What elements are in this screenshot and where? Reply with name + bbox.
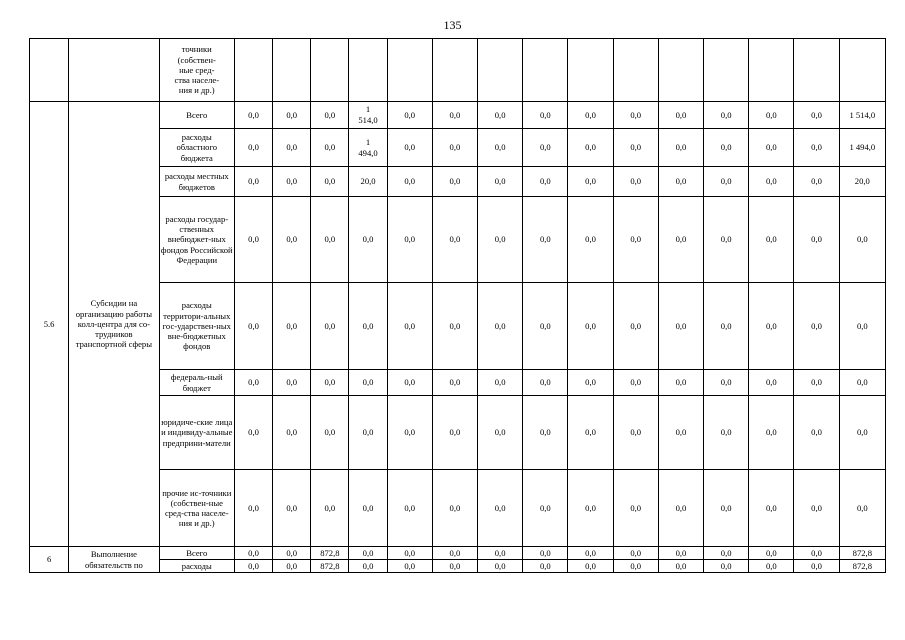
source-cell: расходы местных бюджетов (159, 167, 234, 197)
value-cell (523, 39, 568, 102)
value-cell: 0,0 (613, 197, 658, 283)
value-cell (568, 39, 613, 102)
value-cell: 0,0 (704, 396, 749, 470)
source-cell: Всего (159, 102, 234, 129)
value-cell: 0,0 (432, 102, 477, 129)
value-cell: 0,0 (349, 560, 387, 573)
value-cell: 0,0 (273, 470, 311, 547)
value-cell: 0,0 (658, 102, 703, 129)
value-cell: 0,0 (839, 396, 885, 470)
continuation-row (30, 39, 886, 102)
value-cell: 0,0 (387, 470, 432, 547)
value-cell: 872,8 (311, 547, 349, 560)
value-cell: 0,0 (273, 560, 311, 573)
value-cell: 0,0 (568, 547, 613, 560)
value-cell: 0,0 (273, 167, 311, 197)
value-cell: 0,0 (613, 129, 658, 167)
value-cell: 0,0 (523, 370, 568, 396)
value-cell: 0,0 (658, 370, 703, 396)
value-cell: 20,0 (349, 167, 387, 197)
value-cell: 0,0 (234, 370, 272, 396)
value-cell: 0,0 (839, 197, 885, 283)
value-cell: 0,0 (234, 560, 272, 573)
value-cell: 0,0 (311, 396, 349, 470)
value-cell: 0,0 (613, 102, 658, 129)
value-cell: 0,0 (658, 470, 703, 547)
value-cell: 0,0 (568, 102, 613, 129)
value-cell: 0,0 (478, 396, 523, 470)
value-cell: 0,0 (432, 396, 477, 470)
value-cell: 0,0 (658, 396, 703, 470)
source-cell: юридиче-ские лица и индивиду-альные предприни-матели (159, 396, 234, 470)
value-cell: 0,0 (478, 547, 523, 560)
value-cell: 0,0 (478, 129, 523, 167)
value-cell: 0,0 (349, 283, 387, 370)
value-cell: 0,0 (523, 396, 568, 470)
value-cell: 0,0 (387, 547, 432, 560)
value-cell (387, 39, 432, 102)
value-cell: 0,0 (432, 197, 477, 283)
wrapped-value: 1 514,0 (358, 104, 378, 125)
value-cell: 0,0 (523, 129, 568, 167)
value-cell: 1 514,0 (839, 102, 885, 129)
value-cell: 0,0 (749, 167, 794, 197)
value-cell: 0,0 (523, 102, 568, 129)
value-cell: 0,0 (613, 396, 658, 470)
value-cell: 0,0 (234, 167, 272, 197)
value-cell: 0,0 (749, 197, 794, 283)
value-cell: 0,0 (432, 167, 477, 197)
value-cell: 0,0 (234, 547, 272, 560)
value-cell: 0,0 (658, 129, 703, 167)
source-cell: расходы территори-альных гос-ударствен-ных вне-бюджетных фондов (159, 283, 234, 370)
value-cell: 0,0 (387, 396, 432, 470)
value-cell: 0,0 (432, 283, 477, 370)
value-cell: 872,8 (311, 560, 349, 573)
value-cell: 0,0 (478, 167, 523, 197)
value-cell: 0,0 (387, 560, 432, 573)
value-cell: 0,0 (704, 129, 749, 167)
value-cell: 0,0 (387, 129, 432, 167)
value-cell: 0,0 (523, 283, 568, 370)
value-cell: 0,0 (613, 167, 658, 197)
value-cell (749, 39, 794, 102)
value-cell: 0,0 (749, 560, 794, 573)
value-cell: 0,0 (273, 547, 311, 560)
value-cell (839, 39, 885, 102)
value-cell: 0,0 (234, 396, 272, 470)
source-cell: прочие ис-точники (собствен-ные сред-ства населе-ния и др.) (159, 470, 234, 547)
value-cell (658, 39, 703, 102)
value-cell: 1 494,0 (839, 129, 885, 167)
value-cell: 0,0 (704, 370, 749, 396)
value-cell (478, 39, 523, 102)
value-cell: 0,0 (478, 470, 523, 547)
value-cell: 0,0 (794, 167, 839, 197)
source-cell: Всего (159, 547, 234, 560)
value-cell (349, 39, 387, 102)
value-cell (234, 39, 272, 102)
value-cell: 0,0 (234, 129, 272, 167)
value-cell: 0,0 (311, 197, 349, 283)
value-cell: 0,0 (311, 167, 349, 197)
value-cell: 0,0 (704, 167, 749, 197)
value-cell: 0,0 (794, 102, 839, 129)
value-cell: 0,0 (568, 470, 613, 547)
value-cell: 0,0 (613, 560, 658, 573)
value-cell: 0,0 (839, 370, 885, 396)
value-cell: 0,0 (839, 283, 885, 370)
value-cell: 0,0 (478, 560, 523, 573)
value-cell: 0,0 (613, 370, 658, 396)
value-cell: 20,0 (839, 167, 885, 197)
value-cell: 0,0 (749, 283, 794, 370)
value-cell (794, 39, 839, 102)
value-cell: 0,0 (387, 370, 432, 396)
value-cell: 0,0 (568, 370, 613, 396)
value-cell: 0,0 (658, 547, 703, 560)
value-cell: 0,0 (749, 470, 794, 547)
value-cell: 872,8 (839, 560, 885, 573)
value-cell: 0,0 (704, 470, 749, 547)
value-cell: 0,0 (478, 370, 523, 396)
value-cell (349, 102, 387, 129)
value-cell: 0,0 (311, 102, 349, 129)
value-cell: 0,0 (273, 197, 311, 283)
value-cell: 0,0 (432, 470, 477, 547)
page-number: 135 (443, 18, 462, 32)
value-cell: 0,0 (749, 370, 794, 396)
value-cell: 0,0 (349, 370, 387, 396)
value-cell: 0,0 (432, 547, 477, 560)
value-cell: 0,0 (613, 470, 658, 547)
value-cell: 0,0 (478, 102, 523, 129)
value-cell: 0,0 (349, 197, 387, 283)
source-cell: расходы государ-ственных внебюджет-ных фондов Российской Федерации (159, 197, 234, 283)
value-cell: 0,0 (387, 197, 432, 283)
value-cell: 0,0 (311, 470, 349, 547)
value-cell: 0,0 (523, 167, 568, 197)
value-cell: 0,0 (658, 167, 703, 197)
value-cell: 0,0 (704, 197, 749, 283)
value-cell: 0,0 (387, 102, 432, 129)
value-cell: 0,0 (568, 283, 613, 370)
name-cell (69, 39, 159, 102)
source-cell: расходы областного бюджета (159, 129, 234, 167)
value-cell: 0,0 (794, 560, 839, 573)
value-cell (311, 39, 349, 102)
value-cell: 0,0 (794, 283, 839, 370)
value-cell: 0,0 (749, 547, 794, 560)
section-5-6-row (30, 102, 886, 129)
value-cell: 0,0 (658, 197, 703, 283)
value-cell: 0,0 (794, 197, 839, 283)
wrapped-value: 1 494,0 (358, 136, 378, 158)
value-cell: 0,0 (704, 283, 749, 370)
value-cell: 0,0 (432, 370, 477, 396)
value-cell: 0,0 (523, 197, 568, 283)
value-cell: 0,0 (432, 129, 477, 167)
value-cell: 0,0 (349, 470, 387, 547)
value-cell: 872,8 (839, 547, 885, 560)
value-cell: 0,0 (273, 396, 311, 470)
value-cell (613, 39, 658, 102)
value-cell: 0,0 (234, 470, 272, 547)
value-cell: 0,0 (749, 396, 794, 470)
value-cell: 0,0 (523, 547, 568, 560)
value-cell (273, 39, 311, 102)
source-cell: точники (собствен- ные сред- ства населе- ния и др.) (159, 39, 234, 102)
value-cell: 0,0 (613, 283, 658, 370)
value-cell (704, 39, 749, 102)
value-cell: 0,0 (478, 197, 523, 283)
source-cell: расходы (159, 560, 234, 573)
value-cell: 0,0 (234, 283, 272, 370)
value-cell: 0,0 (568, 396, 613, 470)
value-cell: 0,0 (613, 547, 658, 560)
value-cell: 0,0 (794, 396, 839, 470)
value-cell: 0,0 (311, 370, 349, 396)
value-cell: 0,0 (311, 283, 349, 370)
value-cell: 0,0 (794, 547, 839, 560)
budget-table (29, 38, 886, 573)
value-cell (432, 39, 477, 102)
item-code: 5.6 (30, 102, 69, 547)
value-cell: 0,0 (568, 167, 613, 197)
value-cell: 0,0 (273, 102, 311, 129)
value-cell: 0,0 (523, 470, 568, 547)
item-code: 6 (30, 547, 69, 573)
value-cell: 0,0 (432, 560, 477, 573)
value-cell: 0,0 (568, 197, 613, 283)
value-cell: 0,0 (311, 129, 349, 167)
code-cell (30, 39, 69, 102)
value-cell: 0,0 (704, 560, 749, 573)
value-cell: 0,0 (794, 470, 839, 547)
value-cell: 0,0 (658, 283, 703, 370)
value-cell: 0,0 (273, 370, 311, 396)
value-cell: 0,0 (704, 547, 749, 560)
value-cell: 0,0 (478, 283, 523, 370)
value-cell: 0,0 (523, 560, 568, 573)
item-name: Субсидии на организацию работы колл-центра для со-трудников транспортной сферы (69, 102, 159, 547)
value-cell (349, 129, 387, 167)
value-cell: 0,0 (749, 129, 794, 167)
value-cell: 0,0 (234, 197, 272, 283)
value-cell: 0,0 (349, 547, 387, 560)
item-name: Выполнение обязательств по (69, 547, 159, 573)
value-cell: 0,0 (749, 102, 794, 129)
value-cell: 0,0 (273, 283, 311, 370)
section-6-row (30, 547, 886, 560)
value-cell: 0,0 (704, 102, 749, 129)
source-cell: федераль-ный бюджет (159, 370, 234, 396)
value-cell: 0,0 (794, 129, 839, 167)
value-cell: 0,0 (387, 283, 432, 370)
value-cell: 0,0 (234, 102, 272, 129)
value-cell: 0,0 (658, 560, 703, 573)
value-cell: 0,0 (839, 470, 885, 547)
value-cell: 0,0 (794, 370, 839, 396)
value-cell: 0,0 (387, 167, 432, 197)
value-cell: 0,0 (349, 396, 387, 470)
value-cell: 0,0 (568, 129, 613, 167)
value-cell: 0,0 (568, 560, 613, 573)
value-cell: 0,0 (273, 129, 311, 167)
